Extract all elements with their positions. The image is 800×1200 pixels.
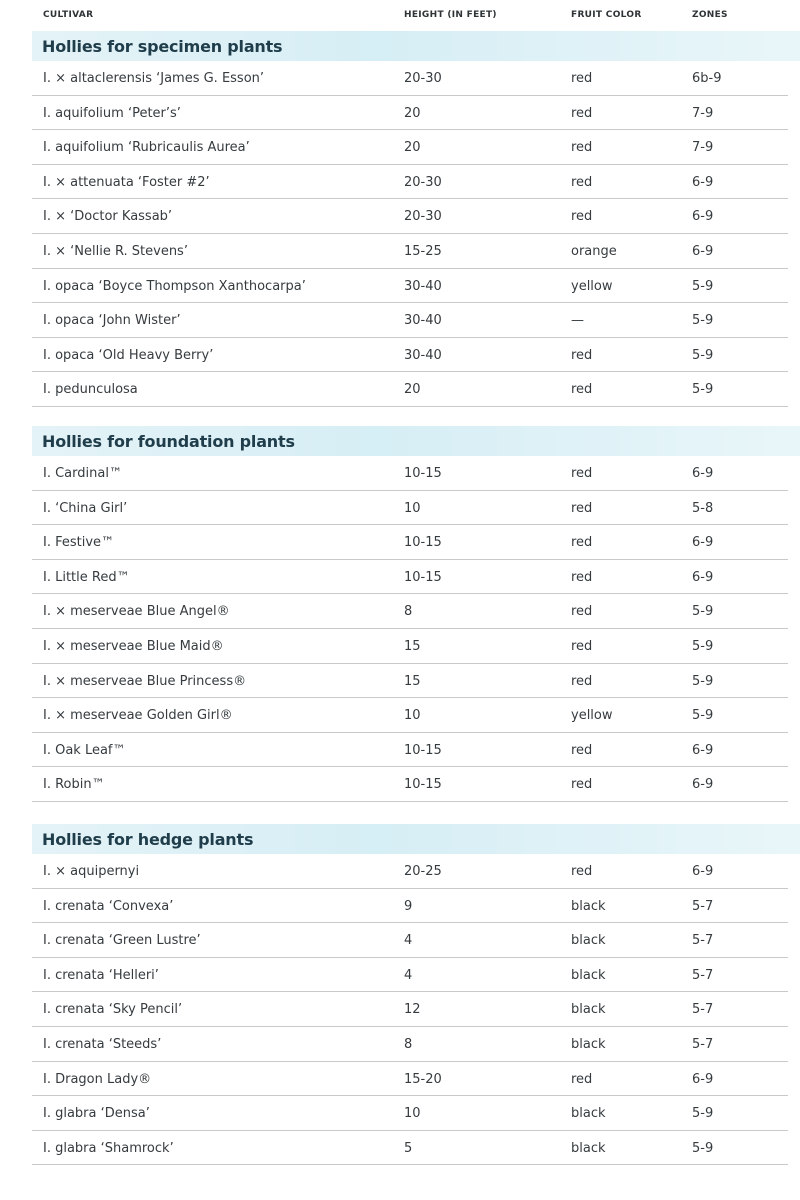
height-cell: 10-15: [404, 569, 442, 585]
height-cell: 4: [404, 967, 413, 983]
table-row: [32, 130, 788, 165]
fruit-color-cell: yellow: [571, 708, 613, 724]
fruit-color-cell: black: [571, 1140, 606, 1156]
table-row: [32, 698, 788, 733]
cultivar-cell: I. Cardinal™: [43, 466, 122, 481]
cultivar-cell: I. opaca ‘John Wister’: [43, 313, 181, 329]
table-row: [32, 889, 788, 924]
cultivar-cell: I. × ‘Doctor Kassab’: [43, 209, 173, 225]
zones-cell: 6-9: [692, 174, 714, 190]
table-row: [32, 733, 788, 768]
cultivar-cell: I. × meserveae Golden Girl®: [43, 708, 233, 724]
fruit-color-cell: red: [571, 535, 593, 551]
fruit-color-cell: red: [571, 604, 593, 620]
table-row: [32, 1096, 788, 1131]
section-specimen: [0, 31, 800, 407]
cultivar-cell: I. crenata ‘Green Lustre’: [43, 933, 201, 949]
height-cell: 20-25: [404, 864, 442, 879]
cultivar-cell: I. Oak Leaf™: [43, 742, 126, 758]
fruit-color-cell: black: [571, 1036, 606, 1052]
cultivar-cell: I. × aquipernyi: [43, 864, 140, 879]
cultivar-cell: I. ‘China Girl’: [43, 500, 128, 516]
fruit-color-cell: black: [571, 967, 606, 983]
table-row: [32, 303, 788, 338]
cultivar-cell: I. × meserveae Blue Angel®: [43, 604, 230, 620]
fruit-color-cell: red: [571, 466, 593, 481]
cultivar-cell: I. × altaclerensis ‘James G. Esson’: [43, 71, 265, 86]
zones-cell: 5-9: [692, 673, 714, 689]
fruit-color-cell: red: [571, 864, 593, 879]
fruit-color-cell: black: [571, 898, 606, 914]
cultivar-cell: I. opaca ‘Old Heavy Berry’: [43, 347, 214, 363]
fruit-color-cell: black: [571, 1002, 606, 1018]
table-row: [32, 491, 788, 526]
table-row: [32, 1062, 788, 1097]
height-cell: 10-15: [404, 777, 442, 793]
cultivar-cell: I. × meserveae Blue Maid®: [43, 638, 224, 654]
height-cell: 15: [404, 638, 421, 654]
zones-cell: 5-9: [692, 604, 714, 620]
section-band: [32, 31, 800, 61]
height-cell: 10-15: [404, 742, 442, 758]
cultivar-cell: I. glabra ‘Shamrock’: [43, 1140, 174, 1156]
fruit-color-cell: red: [571, 105, 593, 121]
table-row: [32, 958, 788, 993]
table-row: [32, 594, 788, 629]
cultivar-cell: I. pedunculosa: [43, 382, 138, 398]
zones-cell: 5-9: [692, 382, 714, 398]
table-row: [32, 923, 788, 958]
column-header-cultivar: CULTIVAR: [43, 10, 94, 20]
table-row: [32, 199, 788, 234]
zones-cell: 7-9: [692, 140, 714, 156]
height-cell: 5: [404, 1140, 413, 1156]
section-title: Hollies for specimen plants: [42, 37, 283, 56]
height-cell: 8: [404, 604, 413, 620]
section-title: Hollies for foundation plants: [42, 432, 295, 451]
cultivar-cell: I. Little Red™: [43, 569, 130, 585]
height-cell: 30-40: [404, 313, 442, 329]
table-row: [32, 1027, 788, 1062]
cultivar-cell: I. aquifolium ‘Peter’s’: [43, 105, 181, 121]
zones-cell: 5-9: [692, 278, 714, 294]
fruit-color-cell: —: [571, 313, 584, 329]
table-row: [32, 269, 788, 304]
height-cell: 12: [404, 1002, 421, 1018]
zones-cell: 7-9: [692, 105, 714, 121]
height-cell: 15-25: [404, 243, 442, 259]
cultivar-cell: I. × ‘Nellie R. Stevens’: [43, 243, 188, 259]
zones-cell: 5-9: [692, 313, 714, 329]
fruit-color-cell: red: [571, 742, 593, 758]
fruit-color-cell: black: [571, 1106, 606, 1122]
zones-cell: 5-7: [692, 1002, 714, 1018]
height-cell: 20: [404, 105, 421, 121]
zones-cell: 5-9: [692, 708, 714, 724]
zones-cell: 5-8: [692, 500, 714, 516]
height-cell: 10: [404, 500, 421, 516]
height-cell: 30-40: [404, 278, 442, 294]
cultivar-cell: I. crenata ‘Sky Pencil’: [43, 1002, 183, 1018]
height-cell: 10-15: [404, 466, 442, 481]
height-cell: 20: [404, 140, 421, 156]
cultivar-cell: I. opaca ‘Boyce Thompson Xanthocarpa’: [43, 278, 306, 294]
zones-cell: 6-9: [692, 209, 714, 225]
section-rows: [0, 61, 800, 407]
table-row: [32, 767, 788, 802]
fruit-color-cell: red: [571, 140, 593, 156]
section-rows: [0, 854, 800, 1165]
fruit-color-cell: red: [571, 382, 593, 398]
cultivar-cell: I. aquifolium ‘Rubricaulis Aurea’: [43, 140, 250, 156]
height-cell: 4: [404, 933, 413, 949]
column-header-zones: ZONES: [692, 10, 728, 20]
fruit-color-cell: yellow: [571, 278, 613, 294]
table-row: [32, 456, 788, 491]
zones-cell: 5-9: [692, 347, 714, 363]
table-row: [32, 560, 788, 595]
zones-cell: 6-9: [692, 535, 714, 551]
fruit-color-cell: red: [571, 209, 593, 225]
fruit-color-cell: red: [571, 174, 593, 190]
section-hedge: [0, 824, 800, 1165]
height-cell: 15-20: [404, 1071, 442, 1087]
zones-cell: 6-9: [692, 466, 714, 481]
height-cell: 10: [404, 1106, 421, 1122]
column-header-height: HEIGHT (IN FEET): [404, 10, 497, 20]
zones-cell: 6-9: [692, 1071, 714, 1087]
cultivar-cell: I. × meserveae Blue Princess®: [43, 673, 247, 689]
zones-cell: 6b-9: [692, 71, 722, 86]
zones-cell: 5-9: [692, 638, 714, 654]
zones-cell: 6-9: [692, 777, 714, 793]
table-row: [32, 854, 788, 889]
height-cell: 10: [404, 708, 421, 724]
zones-cell: 6-9: [692, 569, 714, 585]
height-cell: 15: [404, 673, 421, 689]
cultivar-cell: I. × attenuata ‘Foster #2’: [43, 174, 210, 190]
cultivar-cell: I. Festive™: [43, 535, 115, 551]
cultivar-cell: I. crenata ‘Steeds’: [43, 1036, 162, 1052]
section-title: Hollies for hedge plants: [42, 830, 254, 849]
cultivar-cell: I. Dragon Lady®: [43, 1071, 152, 1087]
table-row: [32, 992, 788, 1027]
cultivar-cell: I. glabra ‘Densa’: [43, 1106, 150, 1122]
zones-cell: 5-9: [692, 1140, 714, 1156]
height-cell: 20-30: [404, 71, 442, 86]
table-row: [32, 96, 788, 131]
zones-cell: 5-7: [692, 967, 714, 983]
column-header-fruit-color: FRUIT COLOR: [571, 10, 642, 20]
height-cell: 20-30: [404, 209, 442, 225]
table-row: [32, 1131, 788, 1166]
table-row: [32, 629, 788, 664]
fruit-color-cell: red: [571, 569, 593, 585]
section-band: [32, 426, 800, 456]
fruit-color-cell: black: [571, 933, 606, 949]
zones-cell: 5-7: [692, 933, 714, 949]
column-header-row: [0, 10, 800, 24]
fruit-color-cell: red: [571, 500, 593, 516]
height-cell: 20-30: [404, 174, 442, 190]
zones-cell: 6-9: [692, 864, 714, 879]
section-rows: [0, 456, 800, 802]
height-cell: 30-40: [404, 347, 442, 363]
fruit-color-cell: red: [571, 777, 593, 793]
table-row: [32, 372, 788, 407]
zones-cell: 5-9: [692, 1106, 714, 1122]
table-row: [32, 525, 788, 560]
section-foundation: [0, 426, 800, 802]
height-cell: 8: [404, 1036, 413, 1052]
table-row: [32, 664, 788, 699]
table-row: [32, 338, 788, 373]
table-row: [32, 61, 788, 96]
cultivar-cell: I. crenata ‘Helleri’: [43, 967, 159, 983]
zones-cell: 6-9: [692, 742, 714, 758]
fruit-color-cell: red: [571, 71, 593, 86]
table-row: [32, 234, 788, 269]
fruit-color-cell: red: [571, 638, 593, 654]
zones-cell: 5-7: [692, 1036, 714, 1052]
height-cell: 20: [404, 382, 421, 398]
fruit-color-cell: red: [571, 347, 593, 363]
section-band: [32, 824, 800, 854]
cultivar-cell: I. crenata ‘Convexa’: [43, 898, 174, 914]
table-row: [32, 165, 788, 200]
fruit-color-cell: red: [571, 673, 593, 689]
zones-cell: 5-7: [692, 898, 714, 914]
height-cell: 9: [404, 898, 413, 914]
fruit-color-cell: red: [571, 1071, 593, 1087]
height-cell: 10-15: [404, 535, 442, 551]
fruit-color-cell: orange: [571, 243, 617, 259]
zones-cell: 6-9: [692, 243, 714, 259]
cultivar-cell: I. Robin™: [43, 777, 105, 793]
